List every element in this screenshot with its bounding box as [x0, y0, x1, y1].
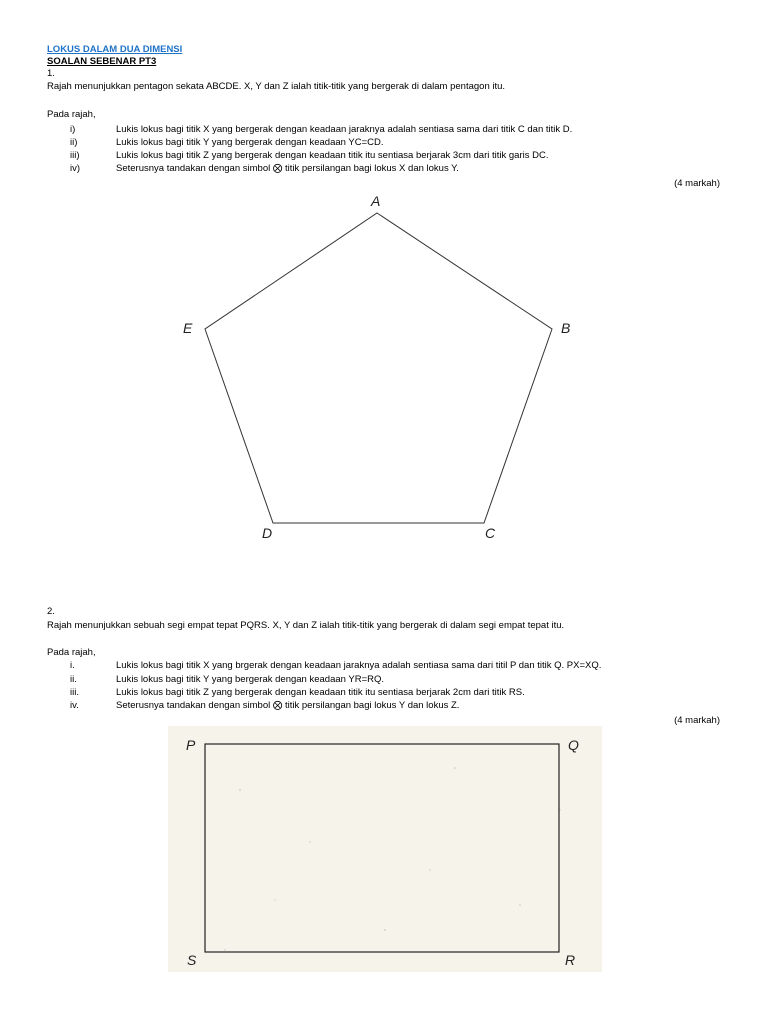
- q2-item-text: Lukis lokus bagi titik X yang brgerak dengan keadaan jaraknya adalah sentiasa sama dari titil P dan titik Q. PX=XQ.: [116, 660, 602, 671]
- q1-intro: Rajah menunjukkan pentagon sekata ABCDE. X, Y dan Z ialah titik-titik yang bergerak di dalam pentagon itu.: [47, 81, 506, 92]
- vertex-label-r: R: [565, 952, 576, 968]
- q2-intro: Rajah menunjukkan sebuah segi empat tepat PQRS. X, Y dan Z ialah titik-titik yang bergerak di dalam segi empat tepat itu.: [47, 620, 565, 631]
- vertex-label-d: D: [262, 525, 273, 541]
- q1-pada: Pada rajah,: [47, 109, 96, 120]
- vertex-label-q: Q: [568, 737, 579, 753]
- q2-item-text: Lukis lokus bagi titik Y yang bergerak dengan keadaan YR=RQ.: [116, 674, 385, 685]
- pentagon-abcde: [205, 213, 552, 523]
- vertex-label-b: B: [561, 320, 571, 336]
- q2-pada: Pada rajah,: [47, 647, 96, 658]
- q1-item-num: i): [70, 124, 76, 135]
- q1-item-num: iv): [70, 163, 81, 174]
- vertex-label-s: S: [187, 952, 197, 968]
- vertex-label-c: C: [485, 525, 496, 541]
- q2-number: 2.: [47, 606, 55, 617]
- q2-item-num: iii.: [70, 687, 79, 698]
- q2-item-num: iv.: [70, 700, 79, 711]
- page-title[interactable]: LOKUS DALAM DUA DIMENSI: [47, 44, 183, 55]
- q1-marks: (4 markah): [674, 178, 720, 189]
- q1-number: 1.: [47, 68, 55, 79]
- q1-item-text: Lukis lokus bagi titik X yang bergerak dengan keadaan jaraknya adalah sentiasa sama dari titik C dan titik D.: [116, 124, 573, 135]
- q2-marks: (4 markah): [674, 715, 720, 726]
- q2-item-text: Seterusnya tandakan dengan simbol ⨂ titik persilangan bagi lokus Y dan lokus Z.: [116, 700, 460, 711]
- rectangle-figure-background: [168, 726, 602, 972]
- q1-item-text: Lukis lokus bagi titik Z yang bergerak dengan keadaan titik itu sentiasa berjarak 3cm dari titik garis DC.: [116, 150, 549, 161]
- q2-item-text: Lukis lokus bagi titik Z yang bergerak dengan keadaan titik itu sentiasa berjarak 2cm dari titik RS.: [116, 687, 525, 698]
- vertex-label-e: E: [183, 320, 193, 336]
- vertex-label-a: A: [371, 193, 381, 209]
- vertex-label-p: P: [186, 737, 196, 753]
- q1-item-text: Lukis lokus bagi titik Y yang bergerak dengan keadaan YC=CD.: [116, 137, 384, 148]
- q1-item-num: iii): [70, 150, 80, 161]
- q2-item-num: i.: [70, 660, 75, 671]
- q2-item-num: ii.: [70, 674, 77, 685]
- q1-item-num: ii): [70, 137, 78, 148]
- q1-item-text: Seterusnya tandakan dengan simbol ⨂ titik persilangan bagi lokus X dan lokus Y.: [116, 163, 459, 174]
- page-subtitle: SOALAN SEBENAR PT3: [47, 56, 157, 67]
